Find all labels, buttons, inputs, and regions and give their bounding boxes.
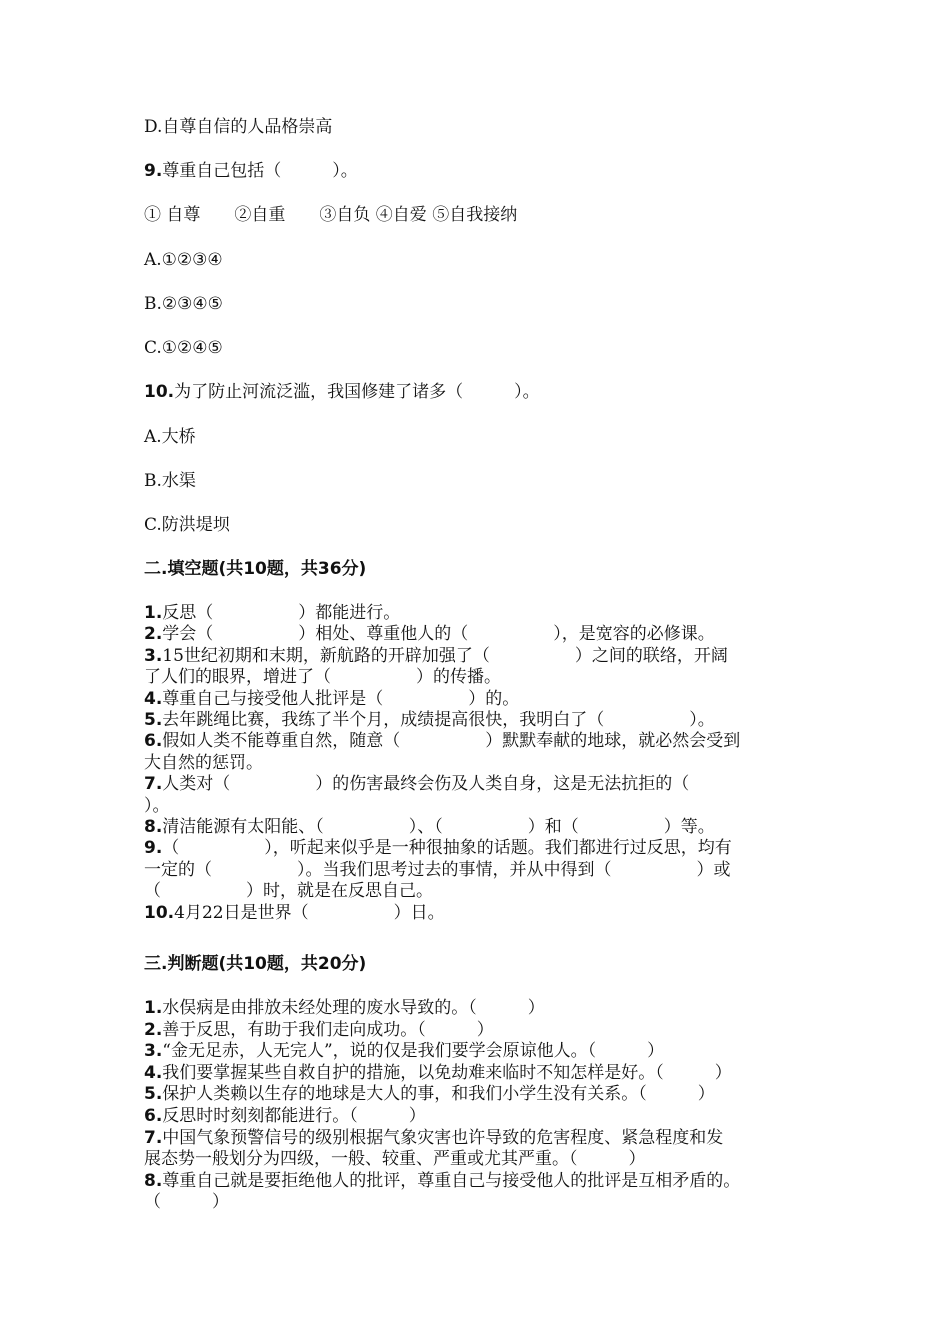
q9-option-b: B.②③④⑤ xyxy=(144,294,223,314)
q10-option-a: A.大桥 xyxy=(144,427,196,447)
section3-item-8-line-2 xyxy=(144,1192,229,1212)
section2-item-7-line-1 xyxy=(144,774,689,794)
section3-item-text: 我们要掌握某些自救自护的措施，以免劫难来临时不知怎样是好。（ ） xyxy=(162,1062,732,1083)
section2-item-text: （ ）时，就是在反思自己。 xyxy=(144,881,433,902)
section3-item-1-line-1 xyxy=(144,998,545,1018)
section3-item-text: （ ） xyxy=(144,1192,229,1213)
section3-item-text: 尊重自己就是要拒绝他人的批评，尊重自己与接受他人的批评是互相矛盾的。 xyxy=(162,1170,741,1191)
section3-item-4-line-1 xyxy=(144,1063,732,1083)
section3-item-text: 保护人类赖以生存的地球是大人的事，和我们小学生没有关系。（ ） xyxy=(162,1084,715,1105)
section2-title: 二.填空题(共10题，共36分) xyxy=(144,559,367,579)
section2-item-6-line-1 xyxy=(144,731,740,751)
section2-item-text: 假如人类不能尊重自然，随意（ ）默默奉献的地球，就必然会受到 xyxy=(162,731,741,752)
section3-item-text: 展态势一般划分为四级，一般、较重、严重或尤其严重。（ ） xyxy=(144,1149,646,1170)
section2-item-number: 8. xyxy=(144,817,163,837)
section2-item-text: 15世纪初期和末期，新航路的开辟加强了（ ）之间的联络，开阔 xyxy=(162,645,728,666)
section2-item-2-line-1 xyxy=(144,624,715,644)
section3-item-7-line-1 xyxy=(144,1128,723,1148)
section2-item-3-line-2 xyxy=(144,667,501,687)
section2-item-3-line-1 xyxy=(144,646,728,666)
section3-item-3-line-1 xyxy=(144,1041,664,1061)
section2-item-6-line-2 xyxy=(144,753,263,773)
section2-item-number: 10. xyxy=(144,902,175,923)
section3-item-number: 2. xyxy=(144,1019,163,1040)
section2-item-7-line-2 xyxy=(144,796,170,816)
section3-title: 三.判断题(共10题，共20分) xyxy=(144,954,367,974)
q10-number: 10. xyxy=(144,382,175,402)
section3-item-5-line-1 xyxy=(144,1084,715,1104)
section2-item-9-line-1 xyxy=(144,838,732,858)
section2-item-number: 6. xyxy=(144,731,163,752)
section2-item-9-line-3 xyxy=(144,881,433,901)
q10-text: 为了防止河流泛滥，我国修建了诸多（ ）。 xyxy=(174,382,540,402)
q9-text: 尊重自己包括（ ）。 xyxy=(162,161,358,181)
section2-item-text: 4月22日是世界（ ）日。 xyxy=(174,902,445,923)
section2-item-number: 1. xyxy=(144,603,163,623)
q9-number: 9. xyxy=(144,161,163,181)
section2-item-number: 5. xyxy=(144,710,163,730)
section3-item-text: 中国气象预警信号的级别根据气象灾害也许导致的危害程度、紧急程度和发 xyxy=(162,1127,724,1148)
section2-item-text: 清洁能源有太阳能、（ ）、（ ）和（ ）等。 xyxy=(162,817,715,837)
section2-item-number: 2. xyxy=(144,624,163,645)
section3-item-text: 水俣病是由排放未经处理的废水导致的。（ ） xyxy=(162,998,545,1018)
section3-item-6-line-1 xyxy=(144,1106,426,1126)
section2-item-number: 3. xyxy=(144,645,163,666)
q10-stem xyxy=(144,382,540,402)
q9-items: ① 自尊 ②自重 ③自负 ④自爱 ⑤自我接纳 xyxy=(144,205,518,225)
section2-item-text: 了人们的眼界，增进了（ ）的传播。 xyxy=(144,667,501,688)
section3-item-number: 4. xyxy=(144,1062,163,1083)
section2-item-number: 4. xyxy=(144,688,163,709)
section3-item-text: 善于反思，有助于我们走向成功。（ ） xyxy=(162,1019,494,1040)
section3-item-number: 5. xyxy=(144,1084,163,1105)
section3-item-8-line-1 xyxy=(144,1171,740,1191)
section2-item-text: 反思（ ）都能进行。 xyxy=(162,603,401,623)
section2-item-text: 人类对（ ）的伤害最终会伤及人类自身，这是无法抗拒的（ xyxy=(162,774,690,795)
section3-item-number: 7. xyxy=(144,1127,163,1148)
section3-item-7-line-2 xyxy=(144,1149,646,1169)
section2-item-number: 9. xyxy=(144,838,163,859)
q9-stem xyxy=(144,161,358,181)
section2-item-text: （ ），听起来似乎是一种很抽象的话题。我们都进行过反思，均有 xyxy=(162,838,732,859)
section3-item-2-line-1 xyxy=(144,1020,494,1040)
section3-item-number: 6. xyxy=(144,1106,163,1126)
section2-item-1-line-1 xyxy=(144,603,400,623)
section3-item-number: 1. xyxy=(144,998,163,1018)
section2-item-text: 学会（ ）相处、尊重他人的（ ），是宽容的必修课。 xyxy=(162,624,715,645)
section3-item-text: “金无足赤，人无完人”，说的仅是我们要学会原谅他人。（ ） xyxy=(162,1041,665,1062)
section3-item-text: 反思时时刻刻都能进行。（ ） xyxy=(162,1106,426,1126)
section2-item-4-line-1 xyxy=(144,689,519,709)
q9-option-a: A.①②③④ xyxy=(144,250,223,270)
section2-item-text: 大自然的惩罚。 xyxy=(144,752,263,773)
section3-item-number: 8. xyxy=(144,1170,163,1191)
section2-item-9-line-2 xyxy=(144,860,731,880)
section2-item-5-line-1 xyxy=(144,710,715,730)
q10-option-c: C.防洪堤坝 xyxy=(144,515,230,535)
section2-item-10-line-1 xyxy=(144,903,445,923)
q8-option-d: D.自尊自信的人品格崇高 xyxy=(144,117,333,137)
section2-item-text: 尊重自己与接受他人批评是（ ）的。 xyxy=(162,688,520,709)
section2-item-text: ）。 xyxy=(144,795,170,816)
section2-item-text: 去年跳绳比赛，我练了半个月，成绩提高很快，我明白了（ ）。 xyxy=(162,710,715,730)
q9-option-c: C.①②④⑤ xyxy=(144,338,223,358)
section2-item-8-line-1 xyxy=(144,817,715,837)
section3-item-number: 3. xyxy=(144,1041,163,1062)
q10-option-b: B.水渠 xyxy=(144,471,196,491)
section2-item-number: 7. xyxy=(144,774,163,795)
section2-item-text: 一定的（ ）。当我们思考过去的事情，并从中得到（ ）或 xyxy=(144,859,731,880)
